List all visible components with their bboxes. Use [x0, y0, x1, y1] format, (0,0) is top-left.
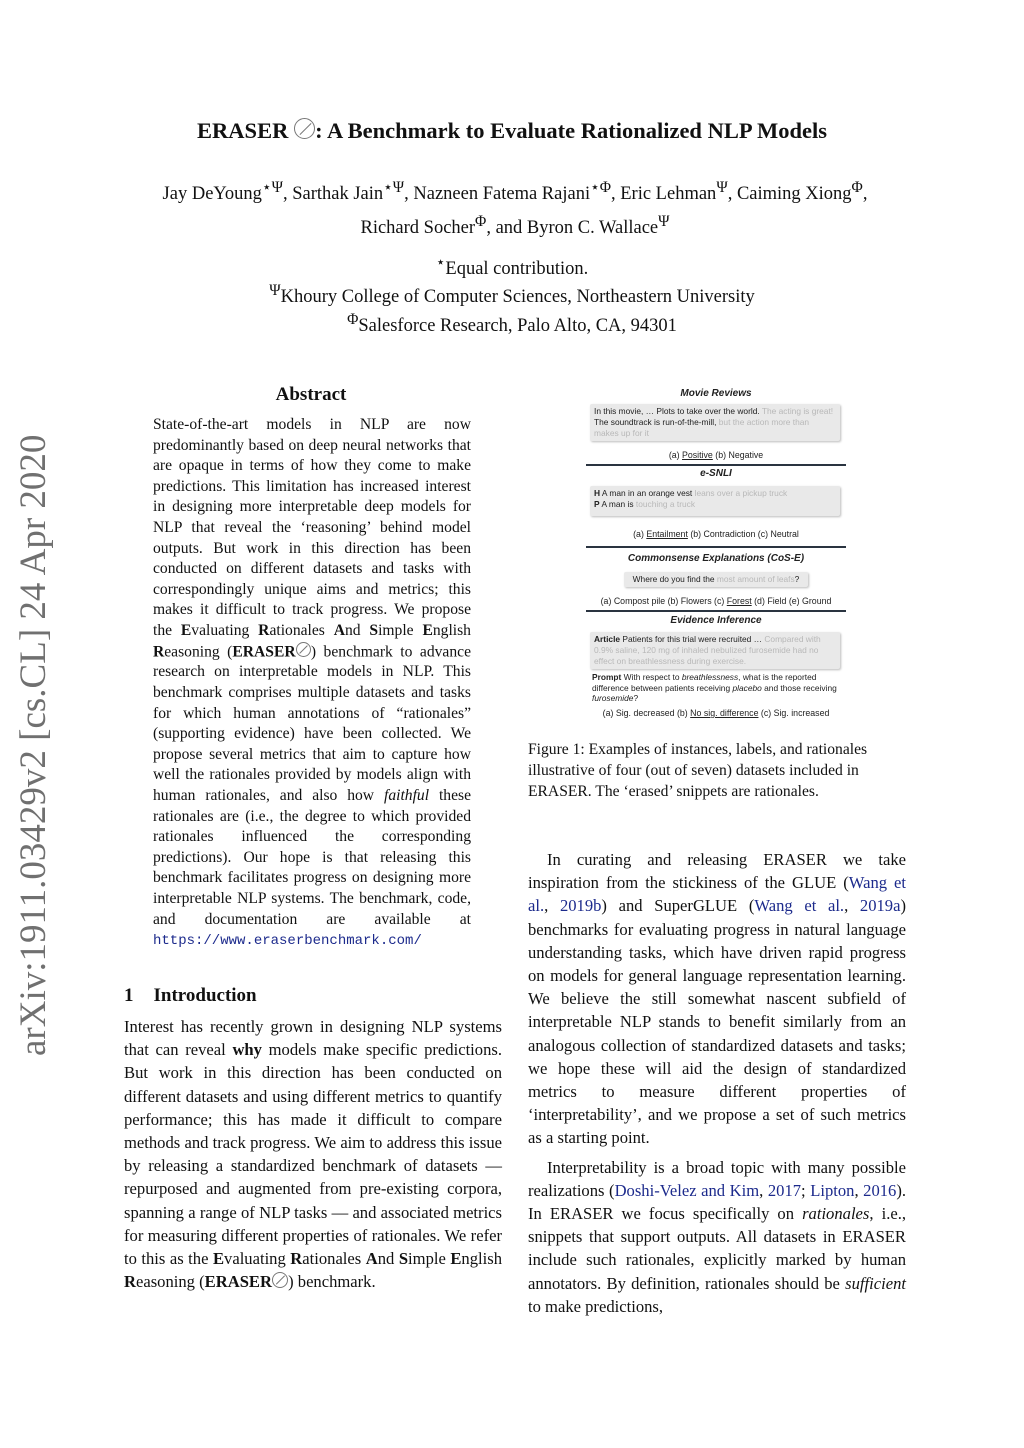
rationale-snippet: but the action more than makes up for it — [594, 417, 810, 438]
acronym-rest: ationales — [302, 1249, 366, 1269]
rationale-snippet: most amount of leafs — [716, 574, 795, 584]
author-wallace: , and Byron C. Wallace — [486, 218, 659, 239]
prompt-intervention: furosemide — [592, 693, 634, 703]
body-text: ). In ERASER we focus specifically on — [528, 1180, 907, 1224]
prompt-tag: Prompt — [592, 672, 622, 682]
abstract-text: these rationales are (i.e., the degree to which provided rationales influenced the corresponding predictions). Our hope is that releasing this benchmark facilitates progress on designing more interpretable NLP systems. The benchmark, code, and documentation are available at — [153, 786, 471, 928]
paper-title — [0, 118, 1024, 144]
citation-link[interactable]: 2017 — [767, 1180, 802, 1200]
label-text: (a) Compost pile (b) Flowers (c) — [600, 596, 727, 606]
acronym-letter: E — [450, 1249, 462, 1269]
section-heading-introduction — [124, 985, 257, 1007]
premise-tag: P — [594, 499, 600, 509]
example-text: Patients for this trial were recruited … — [620, 634, 765, 644]
acronym-rest: imple — [408, 1249, 446, 1269]
affil-sym: Ψ — [269, 282, 281, 299]
acronym-rest: nd — [377, 1249, 399, 1269]
author-sup: ⋆Φ — [590, 179, 611, 196]
abstract-heading: Abstract — [275, 384, 347, 405]
label-text: (a) Sig. decreased (b) — [602, 708, 691, 718]
gold-label: Positive — [682, 450, 713, 460]
author-sup: Φ — [851, 179, 863, 196]
esnli-example — [590, 486, 840, 516]
example-text: In this movie, … Plots to take over the world. — [594, 406, 762, 416]
acronym-letter: R — [124, 1272, 136, 1292]
gold-label: Forest — [726, 596, 752, 606]
acronym-letter: E — [212, 1249, 225, 1269]
example-text: ? — [794, 574, 800, 584]
rationale-snippet: leans over a pickup truck — [694, 488, 788, 498]
section-number: 1 — [124, 985, 134, 1006]
movie-review-example — [590, 404, 840, 441]
body-text: In curating and releasing ERASER we take inspiration from the stickiness of the GLUE ( — [528, 850, 906, 893]
example-text: With respect to — [621, 672, 682, 682]
acronym-letter: A — [333, 621, 345, 639]
movie-labels — [586, 450, 846, 460]
label-text: (b) Contradiction (c) Neutral — [687, 529, 799, 539]
body-text: ) and SuperGLUE ( — [601, 896, 755, 916]
paragraph — [528, 848, 906, 1150]
evidence-inference-prompt — [592, 672, 842, 704]
body-text: ; — [801, 1180, 811, 1200]
abstract-text: ) benchmark to advance research on interpretable models in NLP. This benchmark comprises multiple datasets and tasks for which human annotations of “rationales” (supporting evidence) have been collected. We propose several metrics that aim to capture how well the rationales provided by models align with human rationales, and also how — [153, 642, 471, 804]
affil-sym: Φ — [347, 311, 359, 328]
eraser-emblem-icon — [294, 118, 315, 139]
example-text: A man in an orange vest — [600, 488, 695, 498]
citation-link[interactable]: 2016 — [863, 1180, 897, 1200]
example-text: and those receiving — [761, 682, 837, 693]
label-text: (d) Field (e) Ground — [751, 596, 832, 606]
emphasis-sufficient: sufficient — [845, 1273, 906, 1293]
eraser-emblem-icon — [296, 642, 311, 657]
gold-label: Entailment — [646, 529, 688, 539]
label-text: (a) — [633, 529, 647, 539]
introduction-body — [124, 1015, 502, 1293]
acronym-rest: easoning ( — [164, 642, 233, 660]
citation-link[interactable]: 2019a — [859, 896, 901, 916]
affil-text: Equal contribution. — [445, 259, 589, 280]
rationale-snippet: Compared with 0.9% saline, 120 mg of inhaled nebulized furosemide had no effect on breathlessness during exercise. — [594, 634, 821, 666]
eraser-name: ERASER — [232, 642, 296, 660]
intro-text: Interest has recently grown in designing NLP systems that can reveal — [124, 1017, 502, 1060]
dataset-title-cose: Commonsense Explanations (CoS-E) — [627, 553, 805, 564]
acronym-rest: nd — [344, 621, 370, 639]
author-socher: Richard Socher — [360, 218, 476, 239]
citation-link[interactable]: Wang et al. — [754, 896, 845, 916]
section-title: Introduction — [153, 985, 257, 1006]
acronym-rest: nglish — [461, 1249, 502, 1269]
example-text: , what is the reported difference between patients receiving — [592, 672, 817, 693]
citation-link[interactable]: Doshi-Velez and Kim — [614, 1180, 760, 1200]
dataset-title-movie-reviews: Movie Reviews — [680, 388, 752, 399]
affil-text: Salesforce Research, Palo Alto, CA, 94301 — [358, 316, 677, 337]
emphasis-rationales: rationales — [802, 1204, 870, 1224]
citation-link[interactable]: Lipton — [810, 1180, 855, 1200]
affil-text: Khoury College of Computer Sciences, Northeastern University — [280, 287, 755, 308]
acronym-letter: S — [398, 1249, 409, 1269]
rationale-snippet: The acting is great! — [761, 406, 834, 416]
eraser-emblem-icon — [272, 1272, 288, 1288]
affil-sym: ⋆ — [435, 254, 446, 271]
author-sup: Ψ — [658, 213, 670, 231]
equal-contribution-note — [0, 253, 1024, 280]
evidence-inference-article — [590, 632, 840, 669]
body-text: Interpretability is a broad topic with many possible realizations ( — [528, 1157, 906, 1200]
acronym-letter: R — [258, 621, 270, 639]
body-text: ) benchmarks for evaluating progress in natural language understanding tasks, which have driven rapid progress on models for general language representation learning. We believe the still somewhat nascent subfield of interpretable NLP stands to benefit similarly from an analogous collection of standardized datasets and tasks; we hope these will aid the design of standardized metrics to measure different properties of ‘interpretability’, and we propose a set of such metrics as a starting point. — [528, 896, 906, 1148]
label-text: (a) — [668, 450, 683, 460]
acronym-rest: ationales — [269, 621, 334, 639]
citation-link[interactable]: Wang et al. — [528, 873, 906, 916]
body-text: to make predictions, — [528, 1296, 664, 1316]
author-deyoung: Jay DeYoung — [162, 184, 262, 205]
acronym-rest: valuating — [191, 621, 259, 639]
example-text: ? — [633, 693, 639, 703]
author-xiong: , Caiming Xiong — [727, 184, 852, 205]
hypothesis-tag: H — [594, 488, 601, 498]
author-sep: , — [862, 184, 868, 205]
acronym-rest: nglish — [432, 621, 471, 639]
abstract-body — [153, 415, 471, 952]
affiliation-khoury — [0, 282, 1024, 308]
right-column-body — [528, 848, 906, 1318]
cose-labels — [586, 596, 846, 606]
citation-link[interactable]: 2019b — [559, 896, 602, 916]
acronym-letter: R — [290, 1249, 303, 1269]
acronym-letter: E — [180, 621, 192, 639]
rationale-snippet: touching a truck — [635, 499, 696, 509]
author-sup: Ψ — [716, 179, 728, 196]
prompt-outcome: breathlessness — [681, 672, 739, 682]
dataset-title-esnli: e-SNLI — [700, 468, 732, 479]
emphasis-why: why — [232, 1040, 262, 1060]
author-sup: ⋆Ψ — [261, 179, 283, 196]
acronym-letter: E — [422, 621, 433, 639]
abstract-text: State-of-the-art models in NLP are now predominantly based on deep neural networks that are opaque in terms of how they come to make predictions. This limitation has increased interest in designing more interpretable deep models for NLP that reveal the ‘reasoning’ behind model outputs. But work in this direction has been conducted on different datasets and tasks with correspondingly unique aims and metrics; this makes it difficult to track progress. We propose the — [153, 416, 471, 639]
body-text: , i.e., snippets that support outputs. All datasets in ERASER include such rationales, explicitly marked by human annotators. By definition, rationales should be — [528, 1204, 907, 1293]
label-text: (b) Negative — [712, 450, 764, 460]
body-text: , — [544, 896, 560, 916]
acronym-letter: R — [153, 642, 165, 660]
acronym-letter: S — [369, 621, 379, 639]
eraser-name: ERASER — [204, 1272, 272, 1292]
title-eraser: ERASER — [197, 118, 289, 144]
cose-example — [624, 572, 808, 587]
example-text: Where do you find the — [632, 574, 717, 584]
evidence-inference-labels — [586, 708, 846, 718]
acronym-letter: A — [365, 1249, 378, 1269]
gold-label: No sig. difference — [690, 708, 759, 718]
title-rest: : A Benchmark to Evaluate Rationalized NLP Models — [315, 118, 827, 144]
benchmark-url-link[interactable]: https://www.eraserbenchmark.com/ — [153, 933, 422, 950]
dataset-title-evidence-inference: Evidence Inference — [670, 615, 762, 626]
paragraph — [528, 1156, 906, 1318]
body-text: , — [854, 1180, 864, 1200]
acronym-rest: imple — [378, 621, 423, 639]
arxiv-identifier: arXiv:1911.03429v2 [cs.CL] 24 Apr 2020 — [13, 434, 54, 1056]
esnli-labels — [586, 529, 846, 539]
affiliation-salesforce — [0, 311, 1024, 337]
author-rajani: , Nazneen Fatema Rajani — [404, 184, 591, 205]
author-lehman: , Eric Lehman — [611, 184, 717, 205]
author-sup: ⋆Ψ — [383, 179, 405, 196]
author-sup: Φ — [475, 213, 487, 231]
intro-text: models make specific predictions. But work in this direction has been conducted on different datasets and using different metrics to quantify performance; this has made it difficult to compare methods and track progress. We aim to address this issue by releasing a standardized benchmark of datasets — repurposed and augmented from pre-existing corpora, spanning a range of NLP tasks — and associated metrics for measuring different properties of rationales. We refer to this as the — [124, 1040, 502, 1269]
body-text: , — [759, 1180, 768, 1200]
label-text: (c) Sig. increased — [758, 708, 830, 718]
emphasis-faithful: faithful — [383, 786, 430, 804]
prompt-comparator: placebo — [732, 682, 762, 693]
figure-1-caption: Figure 1: Examples of instances, labels, and rationales illustrative of four (out of seven) datasets included in ERASER. The ‘erased’ snippets are rationales. — [528, 741, 868, 800]
intro-text: ) benchmark. — [288, 1272, 376, 1292]
acronym-rest: easoning ( — [135, 1272, 205, 1292]
article-tag: Article — [594, 634, 621, 644]
author-jain: , Sarthak Jain — [282, 184, 384, 205]
body-text: , — [844, 896, 860, 916]
acronym-rest: valuating — [224, 1249, 291, 1269]
divider — [586, 610, 846, 612]
example-text: A man is — [599, 499, 636, 509]
author-list — [110, 174, 920, 242]
example-text: The soundtrack is run-of-the-mill, — [594, 417, 719, 427]
divider — [586, 464, 846, 466]
divider — [586, 546, 846, 548]
